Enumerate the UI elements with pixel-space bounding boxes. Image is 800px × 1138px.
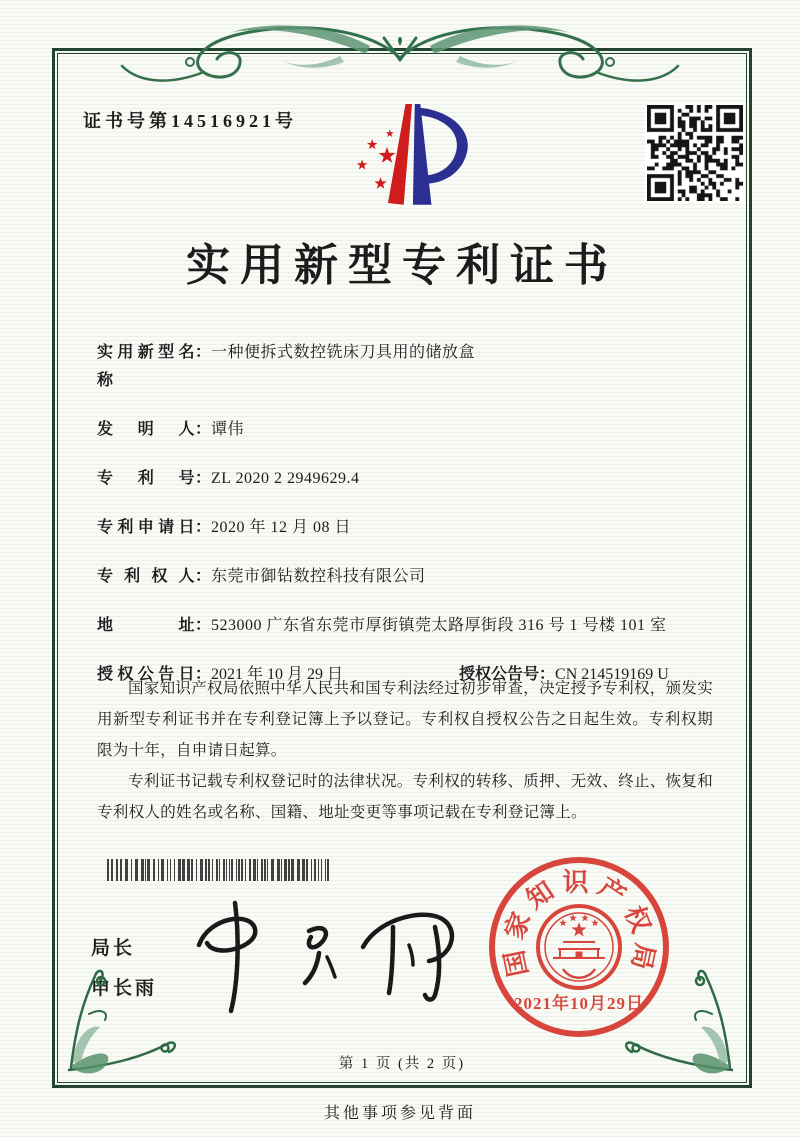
field-row-address [97,612,715,640]
top-flourish-ornament [120,6,680,90]
certificate-title: 实用新型专利证书 [186,241,618,290]
back-side-note: 其他事项参见背面 [323,1105,476,1122]
field-label: 专利号 [97,470,195,487]
certificate-border-frame [52,48,752,1088]
field-colon: ： [195,519,212,536]
field-row-application-date [97,514,715,542]
barcode [105,857,333,883]
legal-paragraph-1: 国家知识产权局依照中华人民共和国专利法经过初步审查，决定授予专利权，颁发实用新型专利证书并在专利登记簿上予以登记。专利权自授权公告之日起生效。专利权期限为十年，自申请日起算。 [97,680,713,759]
field-colon: ： [195,568,212,585]
field-value: 523000 广东省东莞市厚街镇莞太路厚街段 316 号 1 号楼 101 室 [211,617,667,634]
field-value: 2020 年 12 月 08 日 [211,519,352,536]
grant-number-value: CN 214519169 U [555,666,669,683]
field-colon: ： [195,666,212,683]
fields-block [97,339,715,689]
field-row-inventor [97,416,715,444]
bottom-left-flourish [55,954,187,1086]
seal-date: 2021年10月29日 [514,994,644,1013]
field-label: 地址 [97,617,195,634]
legal-text-block [97,673,713,828]
seal-arc-text: 国家知识产权局 [498,867,660,980]
page-number: 第 1 页 (共 2 页) [338,1056,466,1072]
legal-paragraph-2: 专利证书记载专利权登记时的法律状况。专利权的转移、质押、无效、终止、恢复和专利权人的姓名或名称、国籍、地址变更等事项记载在专利登记簿上。 [97,773,713,821]
certificate-number: 证书号第14516921号 [83,111,297,131]
field-value: 一种便拆式数控铣床刀具用的储放盒 [211,344,476,361]
field-label: 发明人 [97,421,195,438]
field-colon: ： [195,470,212,487]
field-row-name [97,339,715,395]
field-value: 谭伟 [211,421,245,438]
national-emblem-icon [538,906,620,988]
signer-title: 局长 [91,938,136,959]
grant-date-value: 2021 年 10 月 29 日 [211,666,344,683]
field-label: 专利权人 [97,568,195,585]
signer-name: 申长雨 [91,978,158,999]
field-colon: ： [195,344,212,361]
qr-code [645,103,745,203]
field-row-patent-number [97,465,715,493]
field-value: 东莞市御钻数控科技有限公司 [211,568,426,585]
cnipa-logo-icon [338,91,486,215]
bottom-right-flourish [614,954,746,1086]
field-label: 专利申请日 [97,519,195,536]
signature-shen-changyu [177,893,477,1028]
field-colon: ： [539,666,556,683]
field-value: ZL 2020 2 2949629.4 [211,470,360,487]
grant-number-label: 授权公告号 [459,666,540,683]
field-row-patentee [97,563,715,591]
grant-date-label: 授权公告日 [97,666,195,683]
field-colon: ： [195,421,212,438]
field-colon: ： [195,617,212,634]
field-label: 实用新型名称 [97,344,195,389]
